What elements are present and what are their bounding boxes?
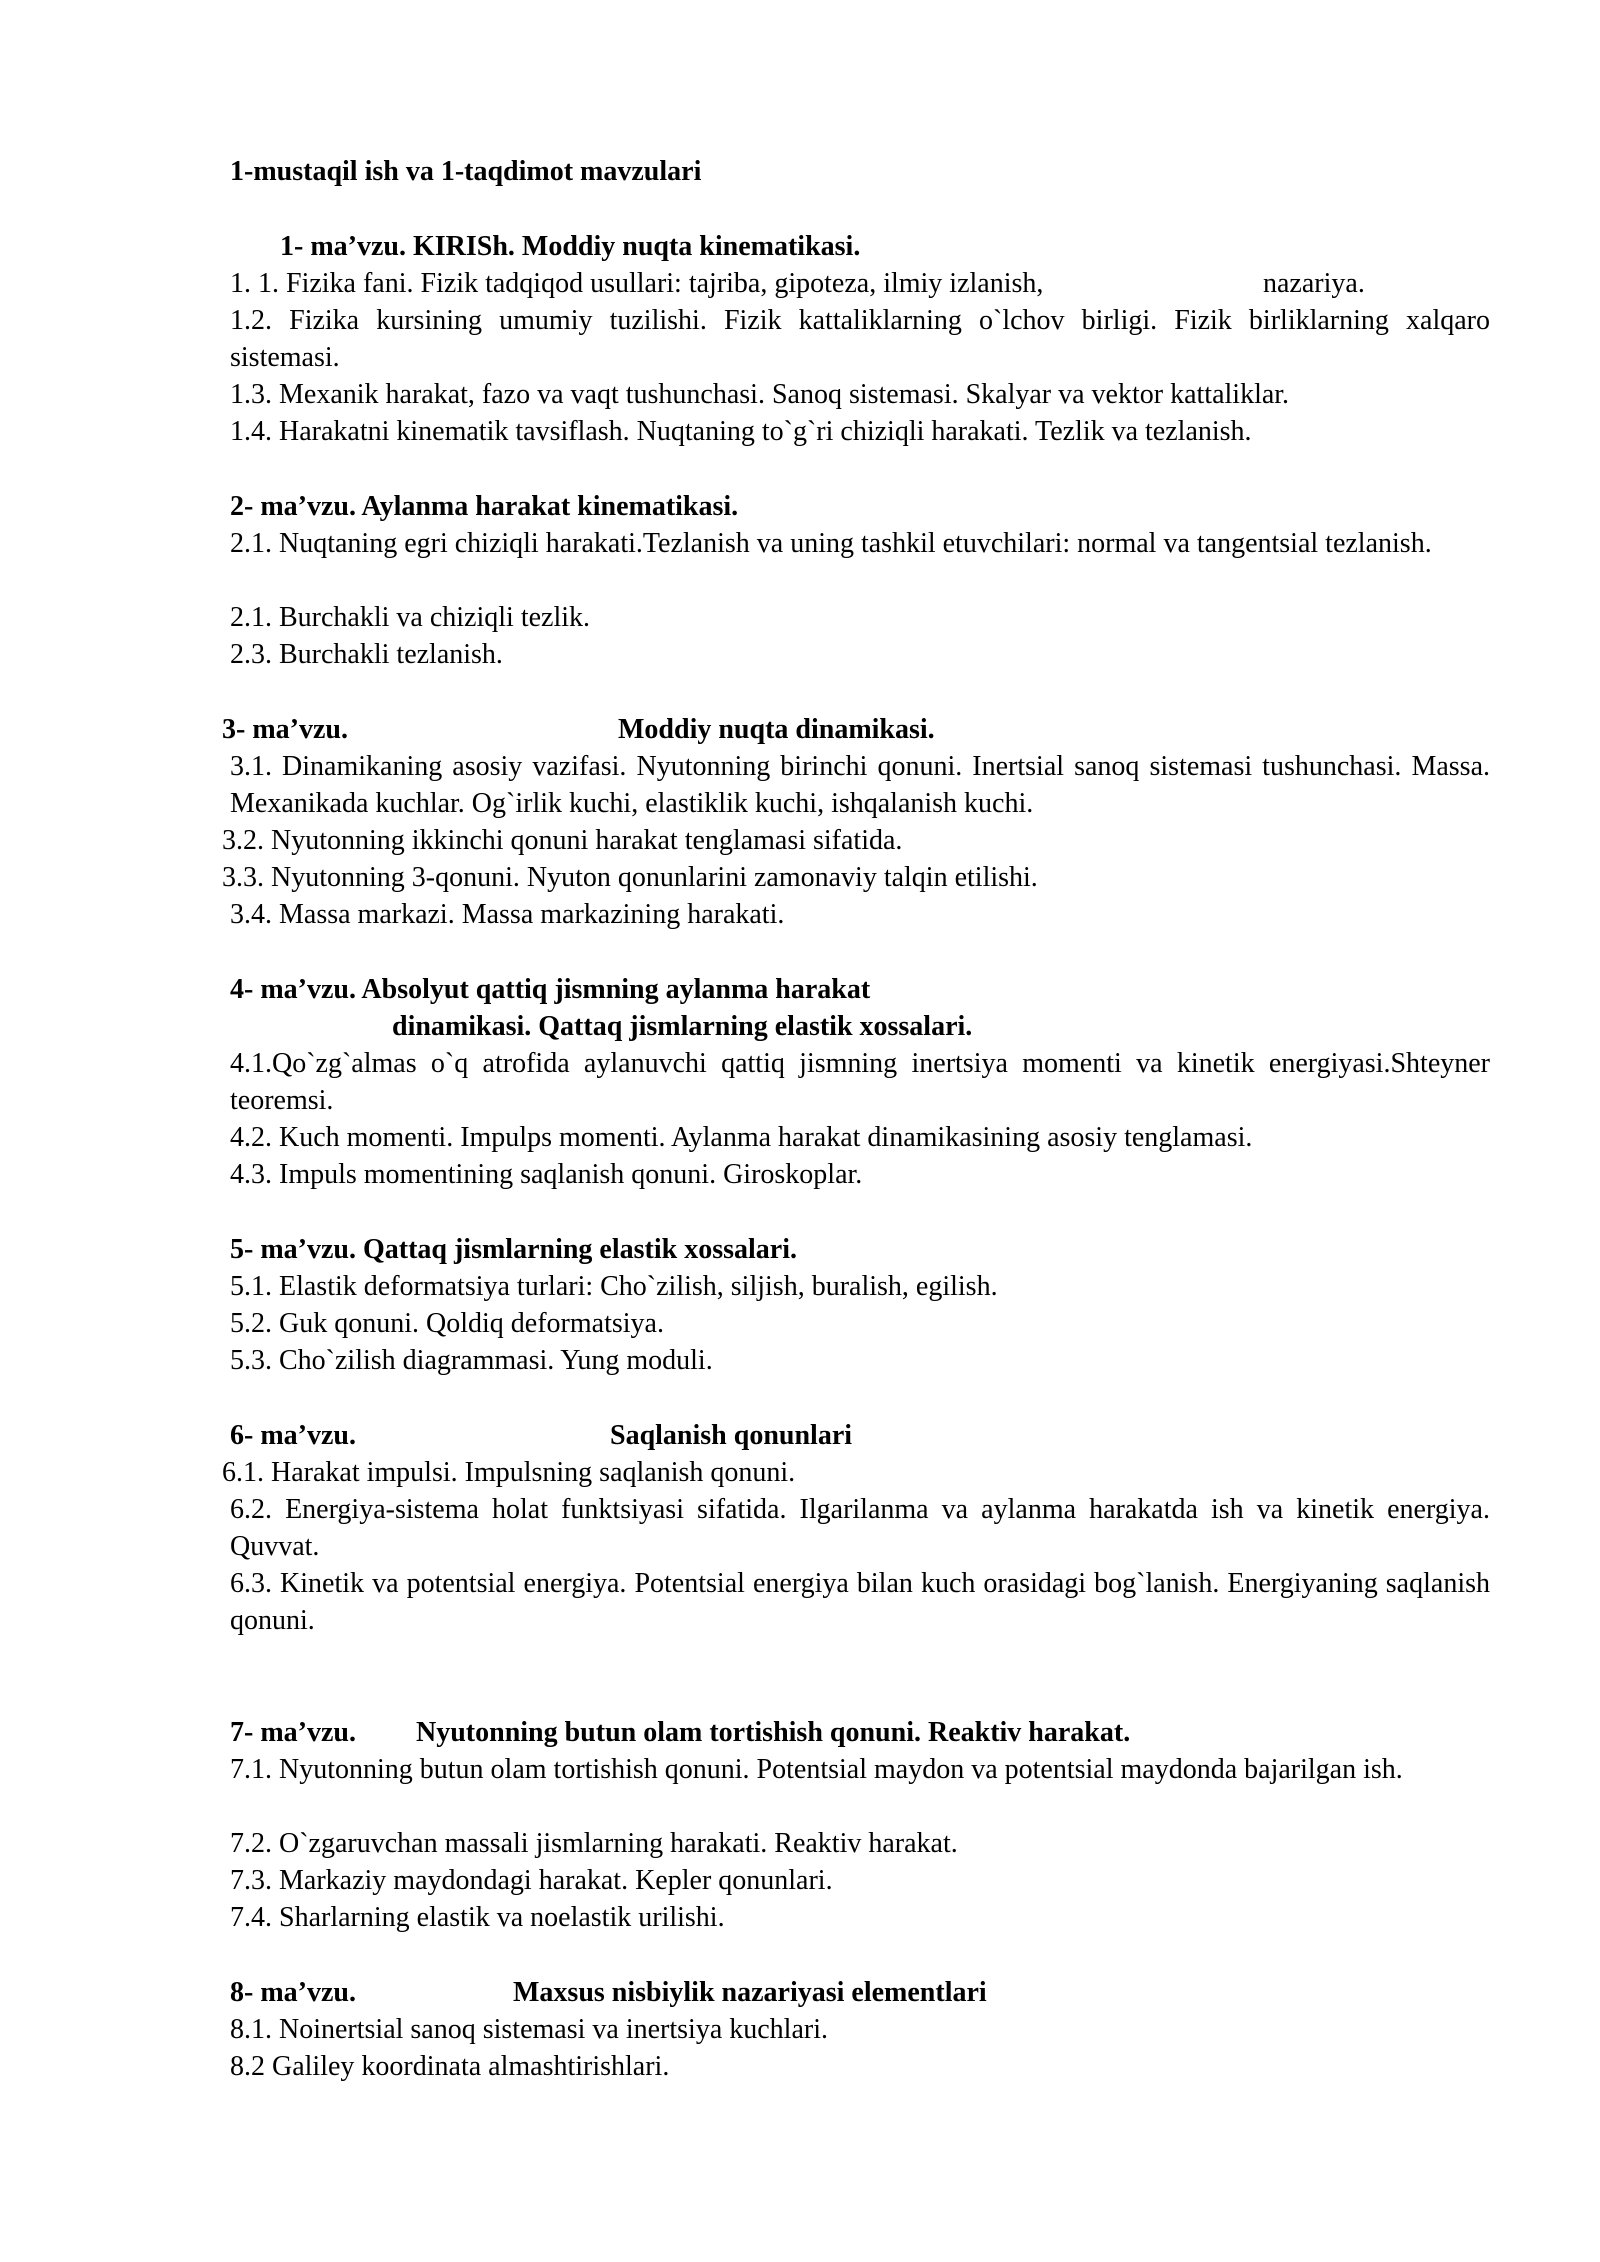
- topic-5-item-2: 5.2. Guk qonuni. Qoldiq deformatsiya.: [230, 1308, 664, 1339]
- topic-1-item-2: 1.2. Fizika kursining umumiy tuzilishi. Fizik kattaliklarning o`lchov birligi. Fizik birliklarning xalqaro sistemasi.: [230, 305, 1490, 373]
- document-title: 1-mustaqil ish va 1-taqdimot mavzulari: [230, 156, 702, 187]
- topic-1-item-1-tail: nazariya.: [1263, 268, 1365, 299]
- topic-5-heading: 5- ma’vzu. Qattaq jismlarning elastik xossalari.: [230, 1234, 797, 1265]
- topic-6-heading-title: Saqlanish qonunlari: [610, 1420, 853, 1451]
- topic-2-item-1: 2.1. Nuqtaning egri chiziqli harakati.Tezlanish va uning tashkil etuvchilari: normal va tangentsial tezlanish.: [230, 528, 1432, 559]
- topic-3-heading-title: Moddiy nuqta dinamikasi.: [618, 714, 935, 745]
- topic-2-item-2: 2.1. Burchakli va chiziqli tezlik.: [230, 602, 591, 633]
- topic-5-item-3: 5.3. Cho`zilish diagrammasi. Yung moduli.: [230, 1345, 713, 1376]
- topic-7-item-4: 7.4. Sharlarning elastik va noelastik urilishi.: [230, 1902, 725, 1933]
- topic-7-heading-number: 7- ma’vzu.: [230, 1717, 356, 1748]
- topic-3-item-1: 3.1. Dinamikaning asosiy vazifasi. Nyutonning birinchi qonuni. Inertsial sanoq sistemasi tushunchasi. Massa. Mexanikada kuchlar. Og`irlik kuchi, elastiklik kuchi, ishqalanish kuchi.: [230, 751, 1490, 819]
- topic-7-item-1: 7.1. Nyutonning butun olam tortishish qonuni. Potentsial maydon va potentsial maydonda bajarilgan ish.: [230, 1754, 1403, 1785]
- topic-4-item-2: 4.2. Kuch momenti. Impulps momenti. Aylanma harakat dinamikasining asosiy tenglamasi.: [230, 1122, 1253, 1153]
- topic-1-item-3: 1.3. Mexanik harakat, fazo va vaqt tushunchasi. Sanoq sistemasi. Skalyar va vektor kattaliklar.: [230, 379, 1290, 410]
- topic-5-item-1: 5.1. Elastik deformatsiya turlari: Cho`zilish, siljish, buralish, egilish.: [230, 1271, 998, 1302]
- topic-4-heading-line-1: 4- ma’vzu. Absolyut qattiq jismning aylanma harakat: [230, 974, 871, 1005]
- topic-1-item-4: 1.4. Harakatni kinematik tavsiflash. Nuqtaning to`g`ri chiziqli harakati. Tezlik va tezlanish.: [230, 416, 1252, 447]
- topic-8-item-2: 8.2 Galiley koordinata almashtirishlari.: [230, 2051, 670, 2082]
- topic-6-item-3: 6.3. Kinetik va potentsial energiya. Potentsial energiya bilan kuch orasidagi bog`lanish. Energiyaning saqlanish qonuni.: [230, 1568, 1490, 1636]
- topic-3-heading-number: 3- ma’vzu.: [222, 714, 348, 745]
- topic-6-heading-number: 6- ma’vzu.: [230, 1420, 356, 1451]
- topic-4-heading-line-2: dinamikasi. Qattaq jismlarning elastik xossalari.: [392, 1011, 973, 1042]
- topic-1-heading: 1- ma’vzu. KIRISh. Moddiy nuqta kinematikasi.: [280, 231, 861, 262]
- topic-6-item-2: 6.2. Energiya-sistema holat funktsiyasi sifatida. Ilgarilanma va aylanma harakatda ish va kinetik energiya. Quvvat.: [230, 1494, 1490, 1562]
- topic-2-heading: 2- ma’vzu. Aylanma harakat kinematikasi.: [230, 491, 739, 522]
- topic-8-heading-title: Maxsus nisbiylik nazariyasi elementlari: [513, 1977, 987, 2008]
- topic-1-item-1: 1. 1. Fizika fani. Fizik tadqiqod usullari: tajriba, gipoteza, ilmiy izlanish,: [230, 268, 1044, 299]
- topic-3-item-2: 3.2. Nyutonning ikkinchi qonuni harakat tenglamasi sifatida.: [222, 825, 903, 856]
- topic-7-heading-title: Nyutonning butun olam tortishish qonuni. Reaktiv harakat.: [416, 1717, 1131, 1748]
- topic-4-item-1: 4.1.Qo`zg`almas o`q atrofida aylanuvchi qattiq jismning inertsiya momenti va kinetik energiyasi.Shteyner teoremsi.: [230, 1048, 1490, 1116]
- topic-8-item-1: 8.1. Noinertsial sanoq sistemasi va inertsiya kuchlari.: [230, 2014, 828, 2045]
- topic-3-item-4: 3.4. Massa markazi. Massa markazining harakati.: [230, 899, 785, 930]
- topic-6-item-1: 6.1. Harakat impulsi. Impulsning saqlanish qonuni.: [222, 1457, 796, 1488]
- topic-3-item-3: 3.3. Nyutonning 3-qonuni. Nyuton qonunlarini zamonaviy talqin etilishi.: [222, 862, 1038, 893]
- topic-4-item-3: 4.3. Impuls momentining saqlanish qonuni. Giroskoplar.: [230, 1159, 863, 1190]
- topic-7-item-3: 7.3. Markaziy maydondagi harakat. Kepler qonunlari.: [230, 1865, 833, 1896]
- topic-2-item-3: 2.3. Burchakli tezlanish.: [230, 639, 503, 670]
- topic-8-heading-number: 8- ma’vzu.: [230, 1977, 356, 2008]
- topic-7-item-2: 7.2. O`zgaruvchan massali jismlarning harakati. Reaktiv harakat.: [230, 1828, 958, 1859]
